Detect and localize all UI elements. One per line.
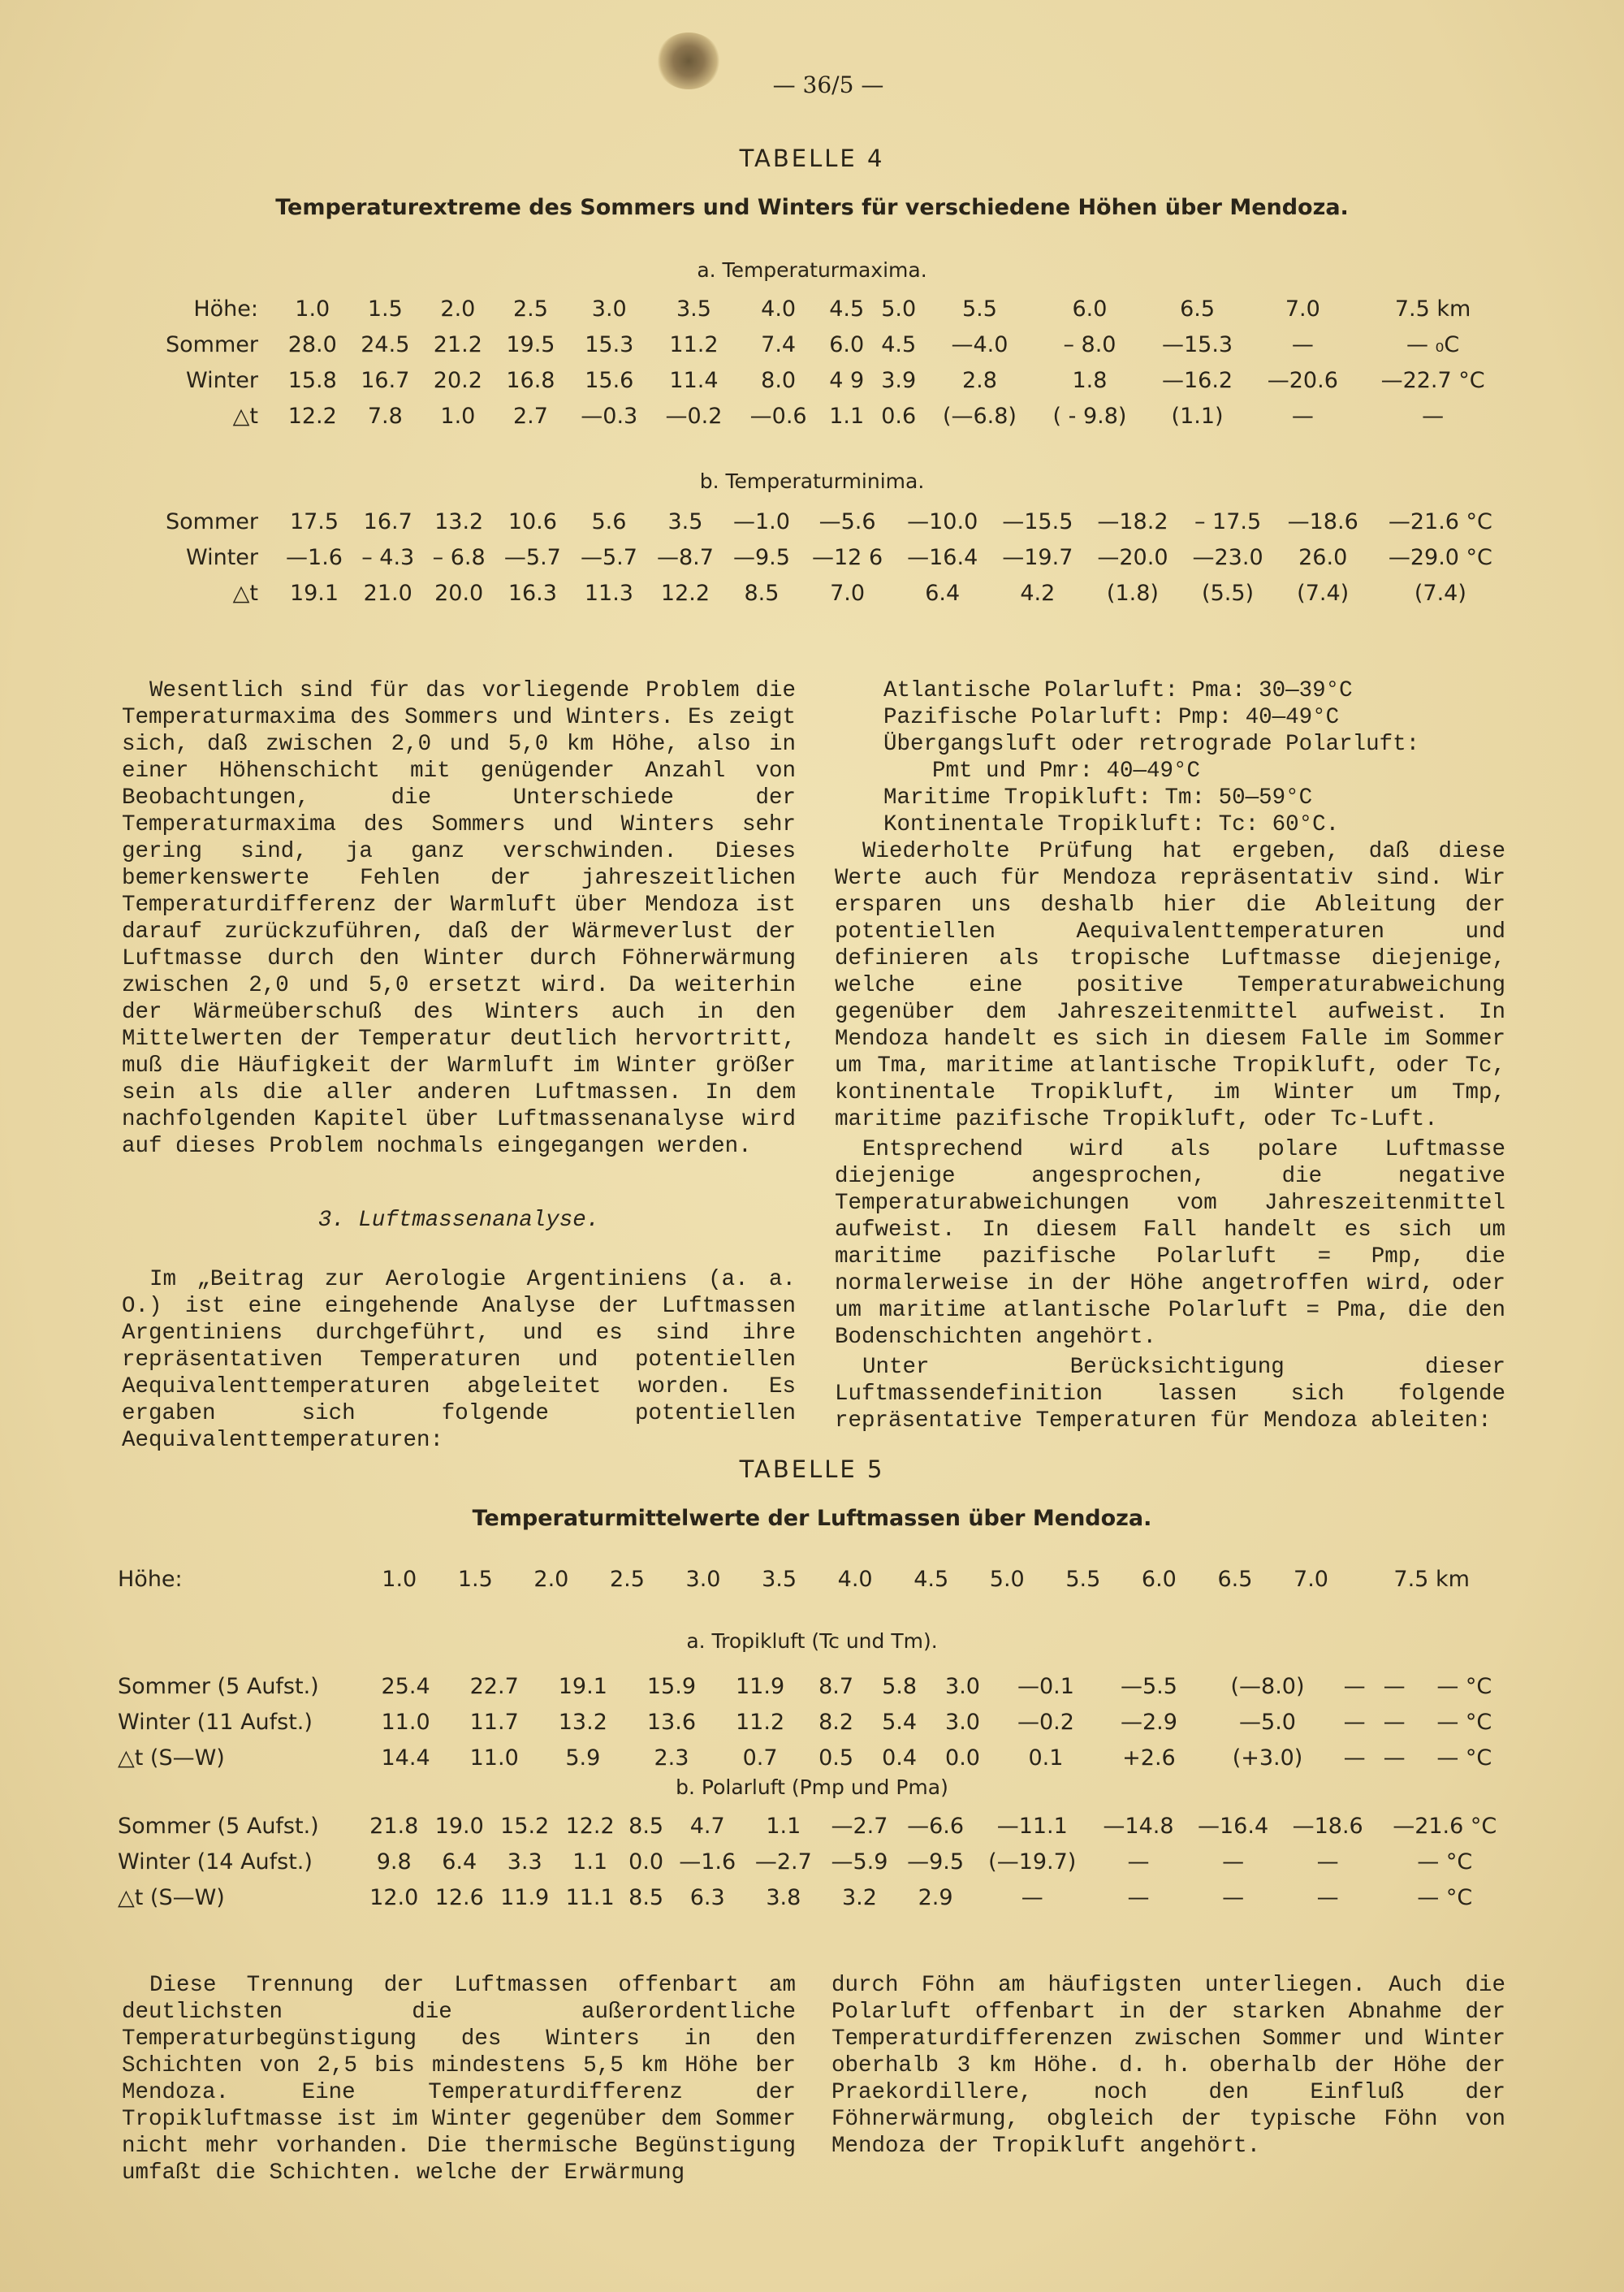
table-cell: 1.1	[572, 1849, 608, 1875]
left-paragraph-1: Wesentlich sind für das vorliegende Problem die Temperaturmaxima des Sommers und Winters. Es zeigt sich, daß zwischen 2,0 und 5,0 km Höhe, also in einer Höhenschicht mit genügender Anzahl von Beobachtungen, die Unterschiede der Temperaturmaxima des Sommers und Winters sehr gering sind, ja ganz verschwinden. Dieses bemerkenswerte Fehlen der jahreszeitlichen Temperaturdifferenz der Warmluft über Mendoza ist darauf zurückzuführen, daß der Wärmeverlust der Luftmasse durch den Winter durch Föhnerwärmung zwischen 2,0 und 5,0 ersetzt wird. Da weiterhin der Wärmeüberschuß des Winters auch in den Mittelwerten der Temperatur deutlich hervortritt, muß die Häufigkeit der Warmluft im Winter größer sein als die aller anderen Luftmassen. In dem nachfolgenden Kapitel über Luftmassenanalyse wird auf dieses Problem nochmals eingegangen werden.	[122, 678, 796, 1159]
row-label: Sommer (5 Aufst.)	[118, 1813, 319, 1839]
table-cell: 2.7	[512, 403, 548, 429]
table-cell: —2.7	[754, 1849, 812, 1875]
table5-heights	[118, 1561, 1514, 1597]
height-cell: 6.0	[1072, 296, 1108, 322]
table-cell: 11.2	[736, 1709, 785, 1735]
table-cell: —2.9	[1120, 1709, 1177, 1735]
left-column	[122, 677, 796, 1457]
table4-section-b: b. Temperaturminima.	[699, 469, 925, 493]
table-cell: 3.5	[667, 508, 703, 534]
table-cell: — °C	[1436, 1709, 1492, 1735]
table-cell: 11.0	[469, 1745, 519, 1771]
table-cell: —	[1316, 1849, 1339, 1875]
table-cell: —	[1383, 1709, 1406, 1735]
row-label: Höhe:	[193, 296, 258, 322]
table-cell: 4.2	[1020, 580, 1056, 606]
table-cell: —19.7	[1002, 544, 1073, 570]
table-row	[118, 1879, 1514, 1915]
table-cell: (7.4)	[1414, 580, 1466, 606]
table-cell: 13.2	[558, 1709, 607, 1735]
table-cell: —6.6	[907, 1813, 965, 1839]
right-paragraph-1: Wiederholte Prüfung hat ergeben, daß diese Werte auch für Mendoza repräsentativ sind. Wir ersparen uns deshalb hier die Ableitung der potentiellen Aequivalenttemperaturen und definieren als tropische Luftmasse diejenige, welche eine positive Temperaturabweichung gegenüber dem Jahreszeitenmittel aufweist. In Mendoza handelt es sich in diesem Falle im Sommer um Tma, maritime atlantische Tropikluft, oder Tc, kontinentale Tropikluft, im Winter um Tmp, maritime pazifische Tropikluft, oder Tc-Luft.	[835, 839, 1505, 1132]
height-cell: 1.0	[295, 296, 330, 322]
row-label: △t	[232, 580, 258, 606]
table-cell: —0.6	[749, 403, 807, 429]
table-cell: 0.1	[1028, 1745, 1064, 1771]
table-cell: 28.0	[287, 331, 337, 357]
table-cell: 8.7	[818, 1673, 854, 1699]
table-cell: 12.6	[434, 1884, 484, 1910]
table-cell: 13.2	[434, 508, 484, 534]
table-cell: 4.5	[881, 331, 917, 357]
table-row	[118, 1704, 1514, 1740]
table-cell: —14.8	[1103, 1813, 1174, 1839]
table-cell: 11.9	[500, 1884, 550, 1910]
table-cell: 3.9	[881, 367, 917, 393]
table-cell: 4 9	[829, 367, 865, 393]
table-cell: 9.8	[376, 1849, 412, 1875]
table-cell: 16.7	[363, 508, 412, 534]
table-cell: — °C	[1436, 1673, 1492, 1699]
air-mass-line: Kontinentale Tropikluft: Tc: 60°C.	[883, 812, 1340, 837]
right-column	[835, 677, 1505, 1438]
table-cell: 11.7	[469, 1709, 519, 1735]
table-cell: — °C	[1417, 1884, 1473, 1910]
table-cell: 25.4	[381, 1673, 430, 1699]
table-cell: —10.0	[907, 508, 978, 534]
height-cell: 3.0	[591, 296, 627, 322]
table-cell: 12.0	[369, 1884, 419, 1910]
table5-section-b: b. Polarluft (Pmp und Pma)	[676, 1775, 948, 1799]
table-cell: 12.2	[287, 403, 337, 429]
table-cell: —0.1	[1017, 1673, 1074, 1699]
table-cell: —5.9	[831, 1849, 888, 1875]
table-cell: —	[1422, 403, 1445, 429]
height-cell: 3.0	[685, 1566, 721, 1592]
table-cell: 20.0	[434, 580, 484, 606]
table-cell: —16.4	[907, 544, 978, 570]
table-cell: —9.5	[733, 544, 790, 570]
table-cell: 17.5	[289, 508, 339, 534]
height-cell: 5.5	[961, 296, 997, 322]
height-cell: 2.0	[440, 296, 476, 322]
table-cell: 13.6	[646, 1709, 696, 1735]
height-cell: 3.5	[676, 296, 711, 322]
table-cell: —	[1291, 403, 1314, 429]
table-cell: —	[1127, 1849, 1150, 1875]
table-cell: 11.1	[565, 1884, 615, 1910]
table-cell: —	[1021, 1884, 1043, 1910]
table-cell: —	[1343, 1709, 1366, 1735]
table-cell: 0.4	[882, 1745, 918, 1771]
right-paragraph-2: Entsprechend wird als polare Luftmasse diejenige angesprochen, die negative Temperaturabweichungen vom Jahreszeitenmittel aufweist. In diesem Fall handelt es sich um maritime pazifische Polarluft = Pmp, die normalerweise in der Höhe angetroffen wird, oder um maritime atlantische Polarluft = Pma, die den Bodenschichten angehört.	[835, 1137, 1505, 1350]
row-label: Winter	[185, 367, 258, 393]
table-cell: ( - 9.8)	[1052, 403, 1127, 429]
table4-maxima	[162, 291, 1510, 434]
row-label: Höhe:	[118, 1566, 183, 1592]
table-cell: 19.1	[289, 580, 339, 606]
table-cell: 15.8	[287, 367, 337, 393]
table-cell: —15.5	[1002, 508, 1073, 534]
table-cell: 11.9	[736, 1673, 785, 1699]
table-cell: —	[1127, 1884, 1150, 1910]
air-mass-line: Atlantische Polarluft: Pma: 30—39°C	[883, 678, 1353, 703]
table-cell: – 17.5	[1194, 508, 1262, 534]
table-cell: 11.4	[669, 367, 719, 393]
table-cell: 11.3	[584, 580, 633, 606]
height-cell: 4.0	[761, 296, 797, 322]
table-cell: 2.3	[654, 1745, 689, 1771]
table-cell: —15.3	[1161, 331, 1233, 357]
bottom-right-paragraph: durch Föhn am häufigsten unterliegen. Auch die Polarluft offenbart in der starken Abnahme der Temperaturdifferenzen zwischen Sommer und Winter oberhalb 3 km Höhe. d. h. oberhalb der Höhe der Praekordillere, noch den Einfluß der Föhnerwärmung, obgleich der typische Föhn von Mendoza der Tropikluft angehört.	[831, 1973, 1505, 2159]
table-cell: 6.3	[689, 1884, 725, 1910]
table-cell: —5.5	[1120, 1673, 1177, 1699]
height-cell: 6.5	[1217, 1566, 1253, 1592]
table-cell: —0.2	[1017, 1709, 1074, 1735]
row-label: Sommer	[166, 508, 258, 534]
height-cell: 3.5	[762, 1566, 797, 1592]
table-cell: 16.7	[361, 367, 410, 393]
table-cell: 12.2	[660, 580, 710, 606]
row-label: Sommer	[166, 331, 258, 357]
table-row	[162, 539, 1510, 575]
air-mass-line: Pmt und Pmr: 40—49°C	[932, 759, 1201, 784]
table-cell: 0.6	[881, 403, 917, 429]
height-row	[118, 1561, 1514, 1597]
table-cell: 5.9	[565, 1745, 601, 1771]
table-cell: (+3.0)	[1232, 1745, 1303, 1771]
height-cell: 7.5 km	[1394, 296, 1471, 322]
table-cell: —20.6	[1267, 367, 1338, 393]
table-cell: 12.2	[565, 1813, 615, 1839]
height-cell: 5.0	[989, 1566, 1025, 1592]
height-cell: 6.0	[1141, 1566, 1177, 1592]
row-label: Winter	[185, 544, 258, 570]
table-row	[162, 362, 1510, 398]
table-cell: – 8.0	[1063, 331, 1116, 357]
table-cell: (1.8)	[1106, 580, 1159, 606]
table-cell: —	[1383, 1745, 1406, 1771]
table-cell: —2.7	[831, 1813, 888, 1839]
height-cell: 4.5	[829, 296, 865, 322]
table-cell: 1.8	[1072, 367, 1108, 393]
table-cell: (7.4)	[1297, 580, 1350, 606]
height-cell: 1.0	[382, 1566, 417, 1592]
table-row	[162, 575, 1510, 611]
table-cell: —	[1222, 1849, 1245, 1875]
table-cell: —	[1222, 1884, 1245, 1910]
table-cell: 5.6	[591, 508, 627, 534]
table-cell: 2.8	[961, 367, 997, 393]
table-cell: (5.5)	[1202, 580, 1255, 606]
table-cell: 24.5	[361, 331, 410, 357]
table-cell: —18.2	[1097, 508, 1168, 534]
table-cell: —12 6	[812, 544, 883, 570]
table-cell: —20.0	[1097, 544, 1168, 570]
air-mass-line: Übergangsluft oder retrograde Polarluft:	[883, 732, 1420, 757]
bottom-left-column	[122, 1972, 796, 2190]
height-cell: 5.5	[1065, 1566, 1101, 1592]
table-cell: 15.2	[500, 1813, 550, 1839]
height-cell: 6.5	[1180, 296, 1216, 322]
table-cell: 16.8	[506, 367, 555, 393]
height-cell: 7.5 km	[1393, 1566, 1470, 1592]
table-cell: —21.6 °C	[1388, 508, 1492, 534]
table-cell: —16.2	[1161, 367, 1233, 393]
table-row	[162, 327, 1510, 362]
table-cell: 0.7	[742, 1745, 778, 1771]
table-cell: – 4.3	[361, 544, 415, 570]
table-cell: 7.8	[367, 403, 403, 429]
table5-polarluft	[118, 1808, 1514, 1915]
table-cell: — ₀C	[1406, 331, 1460, 357]
bottom-right-column	[831, 1972, 1505, 2163]
table-row	[118, 1668, 1514, 1704]
table-cell: —5.6	[818, 508, 876, 534]
air-mass-line: Pazifische Polarluft: Pmp: 40—49°C	[883, 705, 1340, 730]
table-cell: —4.0	[951, 331, 1009, 357]
table-cell: 6.0	[829, 331, 865, 357]
table-cell: 19.0	[434, 1813, 484, 1839]
table-cell: 0.0	[945, 1745, 980, 1771]
table-cell: 8.5	[628, 1813, 664, 1839]
table-cell: —21.6 °C	[1393, 1813, 1497, 1839]
table-cell: —	[1343, 1745, 1366, 1771]
table-cell: 11.0	[381, 1709, 430, 1735]
table4-section-a: a. Temperaturmaxima.	[697, 258, 927, 282]
table-cell: 8.2	[818, 1709, 854, 1735]
table-cell: 7.4	[761, 331, 797, 357]
table-cell: 5.8	[882, 1673, 918, 1699]
table-cell: —5.7	[503, 544, 561, 570]
table5-section-a: a. Tropikluft (Tc und Tm).	[686, 1629, 938, 1653]
table-cell: —22.7 °C	[1380, 367, 1485, 393]
table-cell: 15.6	[585, 367, 634, 393]
height-cell: 7.0	[1285, 296, 1320, 322]
table-cell: 11.2	[669, 331, 719, 357]
table-cell: 15.3	[585, 331, 634, 357]
height-row	[162, 291, 1510, 327]
row-label: △t (S—W)	[118, 1884, 225, 1910]
section-heading: 3. Luftmassenanalyse.	[317, 1208, 600, 1233]
row-label: △t (S—W)	[118, 1745, 225, 1771]
height-cell: 7.0	[1294, 1566, 1328, 1592]
table-row	[118, 1740, 1514, 1775]
bottom-left-paragraph: Diese Trennung der Luftmassen offenbart am deutlichsten die außerordentliche Temperaturbegünstigung des Winters in den Schichten von 2,5 bis mindestens 5,5 km Höhe ber Mendoza. Eine Temperaturdifferenz der Tropikluftmasse ist im Winter gegenüber dem Sommer nicht mehr vorhanden. Die thermische Begünstigung umfaßt die Schichten. welche der Erwärmung	[122, 1973, 796, 2186]
table-cell: —	[1316, 1884, 1339, 1910]
row-label: Winter (14 Aufst.)	[118, 1849, 313, 1875]
table-cell: 20.2	[433, 367, 482, 393]
left-paragraph-2: Im „Beitrag zur Aerologie Argentiniens (a. a. O.) ist eine eingehende Analyse der Luftmassen Argentiniens durchgeführt, und es sind ihre repräsentativen Temperaturen und potentiellen Aequivalenttemperaturen abgeleitet worden. Es ergaben sich folgende potentiellen Aequivalenttemperaturen:	[122, 1267, 796, 1453]
table-cell: —8.7	[656, 544, 714, 570]
table-cell: 22.7	[469, 1673, 519, 1699]
table-cell: —1.6	[286, 544, 343, 570]
punch-hole	[656, 32, 721, 89]
table-cell: 1.1	[766, 1813, 801, 1839]
table-cell: —1.0	[733, 508, 790, 534]
table-cell: 3.0	[945, 1709, 980, 1735]
row-label: △t	[232, 403, 258, 429]
table-cell: (—6.8)	[942, 403, 1017, 429]
table-cell: —	[1383, 1673, 1406, 1699]
table-cell: —0.3	[581, 403, 638, 429]
table-cell: —23.0	[1192, 544, 1263, 570]
table-cell: 26.0	[1298, 544, 1348, 570]
height-cell: 1.5	[457, 1566, 493, 1592]
table-cell: 6.4	[442, 1849, 477, 1875]
table4-subtitle: Temperaturextreme des Sommers und Winters für verschiedene Höhen über Mendoza.	[275, 195, 1349, 220]
table-cell: (—8.0)	[1230, 1673, 1305, 1699]
height-cell: 4.0	[837, 1566, 873, 1592]
table5-tropikluft	[118, 1668, 1514, 1775]
right-paragraph-3: Unter Berücksichtigung dieser Luftmassendefinition lassen sich folgende repräsentative Temperaturen für Mendoza ableiten:	[835, 1355, 1505, 1434]
table-cell: —29.0 °C	[1388, 544, 1492, 570]
height-cell: 2.0	[533, 1566, 569, 1592]
table-cell: 3.2	[841, 1884, 877, 1910]
table-cell: — °C	[1417, 1849, 1473, 1875]
table-cell: —5.0	[1239, 1709, 1296, 1735]
height-cell: 5.0	[881, 296, 917, 322]
height-cell: 2.5	[512, 296, 548, 322]
table-row	[162, 504, 1510, 539]
table-cell: 16.3	[508, 580, 557, 606]
height-cell: 4.5	[914, 1566, 949, 1592]
table-cell: 3.0	[945, 1673, 980, 1699]
table-cell: 7.0	[830, 580, 866, 606]
table-cell: 15.9	[646, 1673, 696, 1699]
table-cell: 5.4	[882, 1709, 918, 1735]
table-cell: 3.8	[766, 1884, 801, 1910]
table-cell: —	[1291, 331, 1314, 357]
table-cell: 19.5	[506, 331, 555, 357]
table-cell: (1.1)	[1171, 403, 1224, 429]
table-cell: —18.6	[1287, 508, 1358, 534]
table-cell: (—19.7)	[988, 1849, 1077, 1875]
table-cell: —11.1	[996, 1813, 1068, 1839]
table-cell: 0.5	[818, 1745, 854, 1771]
table-cell: 1.0	[440, 403, 476, 429]
table-cell: —1.6	[679, 1849, 736, 1875]
table-cell: 19.1	[558, 1673, 607, 1699]
table-cell: 8.5	[744, 580, 780, 606]
row-label: Winter (11 Aufst.)	[118, 1709, 313, 1735]
table-cell: —9.5	[907, 1849, 965, 1875]
table-cell: 2.9	[918, 1884, 953, 1910]
table-row	[118, 1844, 1514, 1879]
table-cell: 21.2	[433, 331, 482, 357]
table-cell: +2.6	[1122, 1745, 1176, 1771]
table-cell: —18.6	[1292, 1813, 1363, 1839]
height-cell: 2.5	[609, 1566, 645, 1592]
table-cell: 0.0	[628, 1849, 664, 1875]
table-cell: 8.5	[628, 1884, 664, 1910]
table-cell: 8.0	[761, 367, 797, 393]
height-cell: 1.5	[367, 296, 403, 322]
table-row	[162, 398, 1510, 434]
table-cell: 10.6	[508, 508, 557, 534]
table-cell: 3.3	[507, 1849, 542, 1875]
table-cell: —5.7	[580, 544, 637, 570]
table-cell: —	[1343, 1673, 1366, 1699]
page-number: — 36/5 —	[772, 71, 884, 98]
table-cell: 6.4	[925, 580, 961, 606]
table-cell: — °C	[1436, 1745, 1492, 1771]
table-cell: —16.4	[1198, 1813, 1269, 1839]
table-cell: – 6.8	[432, 544, 486, 570]
table-row	[118, 1808, 1514, 1844]
row-label: Sommer (5 Aufst.)	[118, 1673, 319, 1699]
table-cell: 21.8	[369, 1813, 419, 1839]
table5-subtitle: Temperaturmittelwerte der Luftmassen über Mendoza.	[472, 1506, 1152, 1531]
table4-title: TABELLE 4	[739, 145, 885, 172]
table-cell: 21.0	[363, 580, 412, 606]
table-cell: 14.4	[381, 1745, 430, 1771]
table5-title: TABELLE 5	[739, 1455, 885, 1483]
air-mass-line: Maritime Tropikluft: Tm: 50—59°C	[883, 785, 1313, 811]
table-cell: 4.7	[689, 1813, 725, 1839]
table-cell: 1.1	[829, 403, 865, 429]
table4-minima	[162, 504, 1510, 611]
table-cell: —0.2	[665, 403, 723, 429]
